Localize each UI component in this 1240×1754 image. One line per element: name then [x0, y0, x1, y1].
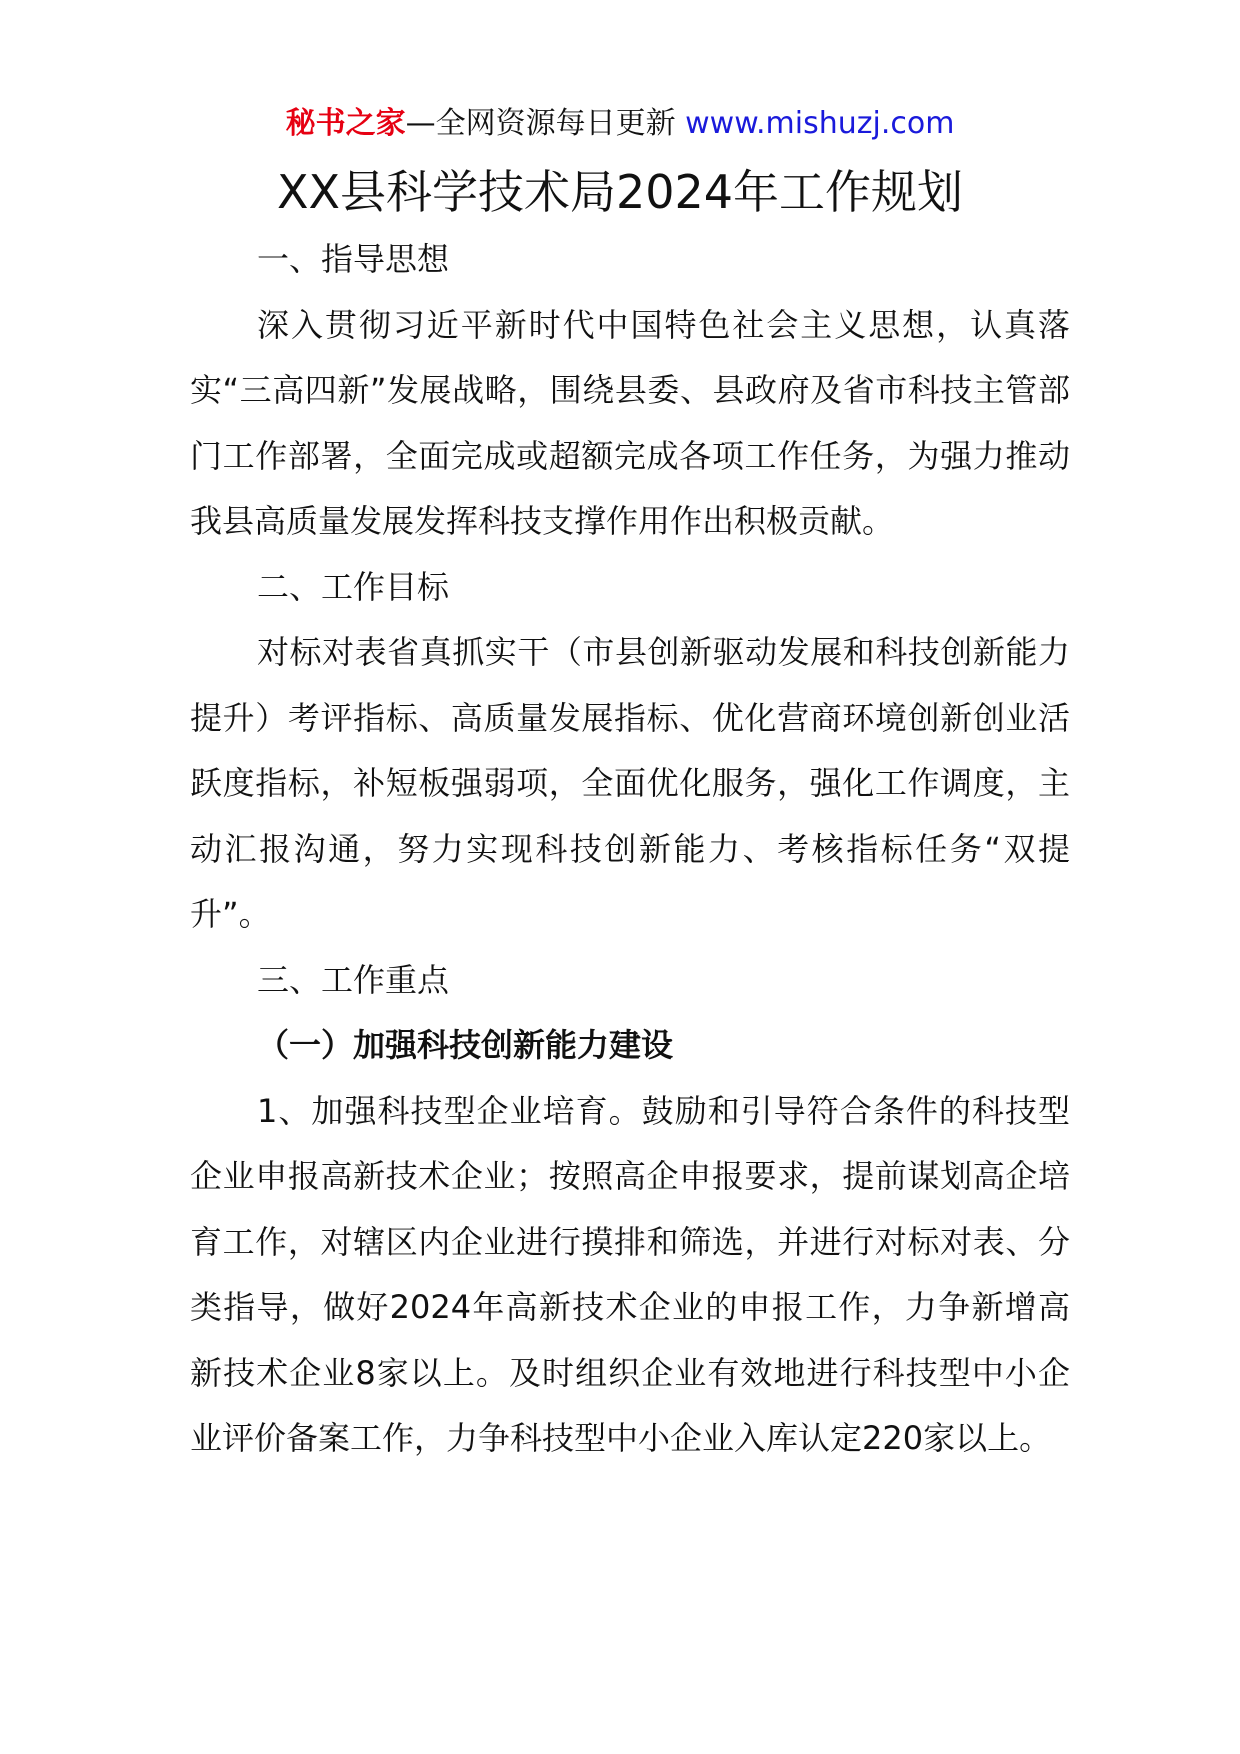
- section-heading-work-focus: 三、工作重点: [257, 960, 450, 999]
- subsection-heading-innovation-capacity: （一）加强科技创新能力建设: [257, 1026, 674, 1064]
- site-tagline: —全网资源每日更新: [405, 106, 676, 141]
- section-heading-guiding-ideology: 一、指导思想: [257, 240, 450, 278]
- section-heading-work-goals: 二、工作目标: [257, 567, 450, 606]
- section-paragraph-work-goals: 对标对表省真抓实干（市县创新驱动发展和科技创新能力提升）考评指标、高质量发展指标、优化营商环境创新创业活跃度指标，补短板强弱项，全面优化服务，强化工作调度，主动汇报沟通，努力实现科技创新能力、考核指标任务“双提升”。: [190, 633, 1070, 933]
- document-title: XX县科学技术局2024年工作规划: [276, 165, 964, 219]
- list-item-enterprise-cultivation: 1、加强科技型企业培育。鼓励和引导符合条件的科技型企业申报高新技术企业；按照高企申报要求，提前谋划高企培育工作，对辖区内企业进行摸排和筛选，并进行对标对表、分类指导，做好2024年高新技术企业的申报工作，力争新增高新技术企业8家以上。及时组织企业有效地进行科技型中小企业评价备案工作，力争科技型中小企业入库认定220家以上。: [190, 1091, 1070, 1457]
- watermark-header: [0, 102, 1240, 146]
- site-url-link[interactable]: www.mishuzj.com: [685, 106, 955, 141]
- site-name: 秘书之家: [285, 106, 406, 141]
- section-paragraph-guiding-ideology: 深入贯彻习近平新时代中国特色社会主义思想，认真落实“三高四新”发展战略，围绕县委、县政府及省市科技主管部门工作部署，全面完成或超额完成各项工作任务，为强力推动我县高质量发展发挥科技支撑作用作出积极贡献。: [190, 305, 1070, 540]
- document-body: [190, 227, 1070, 1472]
